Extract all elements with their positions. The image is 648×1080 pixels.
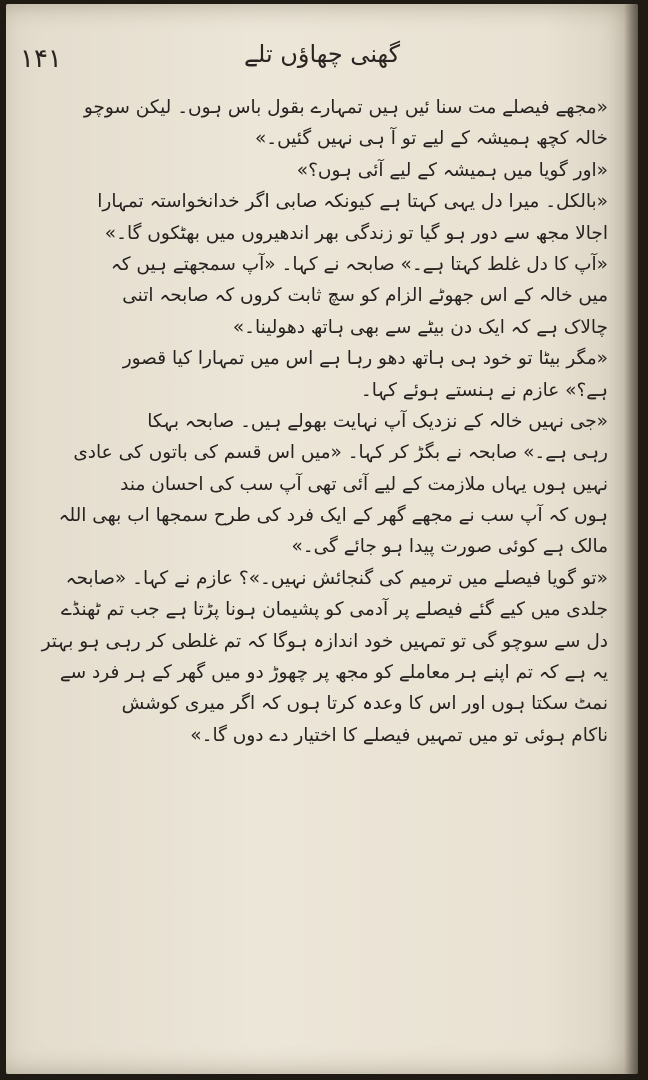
text-line: «مگر بیٹا تو خود ہی ہاتھ دھو رہا ہے اس میں تمہارا کیا قصور [122, 348, 608, 370]
page-spine-shadow [624, 4, 638, 1074]
text-line: دل سے سوچو گی تو تمہیں خود اندازہ ہوگا کہ تم غلطی کر رہی ہو بہتر [41, 630, 608, 652]
text-line: خالہ کچھ ہمیشہ کے لیے تو آ ہی نہیں گئیں۔» [254, 128, 608, 150]
text-line: نمٹ سکتا ہوں اور اس کا وعدہ کرتا ہوں کہ اگر میری کوشش [121, 693, 608, 715]
body-text [36, 92, 608, 751]
book-page [6, 4, 638, 1074]
text-line: «جی نہیں خالہ کے نزدیک آپ نہایت بھولے ہیں۔ صابحہ بہکا [147, 410, 608, 432]
text-line: «آپ کا دل غلط کہتا ہے۔» صابحہ نے کہا۔ «آپ سمجھتے ہیں کہ [110, 253, 608, 275]
text-line: «بالکل۔ میرا دل یہی کہتا ہے کیونکہ صابی اگر خدانخواستہ تمہارا [97, 191, 608, 213]
text-line: ہے؟» عازم نے ہنستے ہوئے کہا۔ [360, 379, 608, 401]
text-line: ناکام ہوئی تو میں تمہیں فیصلے کا اختیار دے دوں گا۔» [190, 724, 608, 746]
text-line: «تو گویا فیصلے میں ترمیم کی گنجائش نہیں۔»؟ عازم نے کہا۔ «صابحہ [65, 567, 608, 589]
text-line: «اور گویا میں ہمیشہ کے لیے آئی ہوں؟» [296, 159, 608, 181]
text-line: میں خالہ کے اس جھوٹے الزام کو سچ ثابت کروں کہ صابحہ اتنی [122, 285, 608, 307]
text-line: جلدی میں کیے گئے فیصلے پر آدمی کو پشیمان ہونا پڑتا ہے جب تم ٹھنڈے [60, 599, 608, 621]
text-line: یہ ہے کہ تم اپنے ہر معاملے کو مجھ پر چھوڑ دو میں گھر کے ہر فرد سے [59, 662, 608, 684]
text-line: ہوں کہ آپ سب نے مجھے گھر کے ایک فرد کی طرح سمجھا اب بھی اللہ [58, 505, 608, 527]
text-line: اجالا مجھ سے دور ہو گیا تو زندگی بھر اندھیروں میں بھٹکوں گا۔» [104, 222, 608, 244]
page-number: ۱۴۱ [20, 44, 62, 74]
text-line: «مجھے فیصلے مت سنا ئیں ہیں تمہارے بقول باس ہوں۔ لیکن سوچو [83, 97, 608, 118]
running-head: گھنی چھاؤں تلے [243, 40, 401, 68]
text-line: رہی ہے۔» صابحہ نے بگڑ کر کہا۔ «میں اس قسم کی باتوں کی عادی [73, 442, 608, 464]
text-line: نہیں ہوں یہاں ملازمت کے لیے آئی تھی آپ سب کی احسان مند [120, 473, 608, 495]
text-line: مالک ہے کوئی صورت پیدا ہو جائے گی۔» [291, 536, 608, 558]
text-line: چالاک ہے کہ ایک دن بیٹے سے بھی ہاتھ دھولینا۔» [232, 316, 608, 338]
